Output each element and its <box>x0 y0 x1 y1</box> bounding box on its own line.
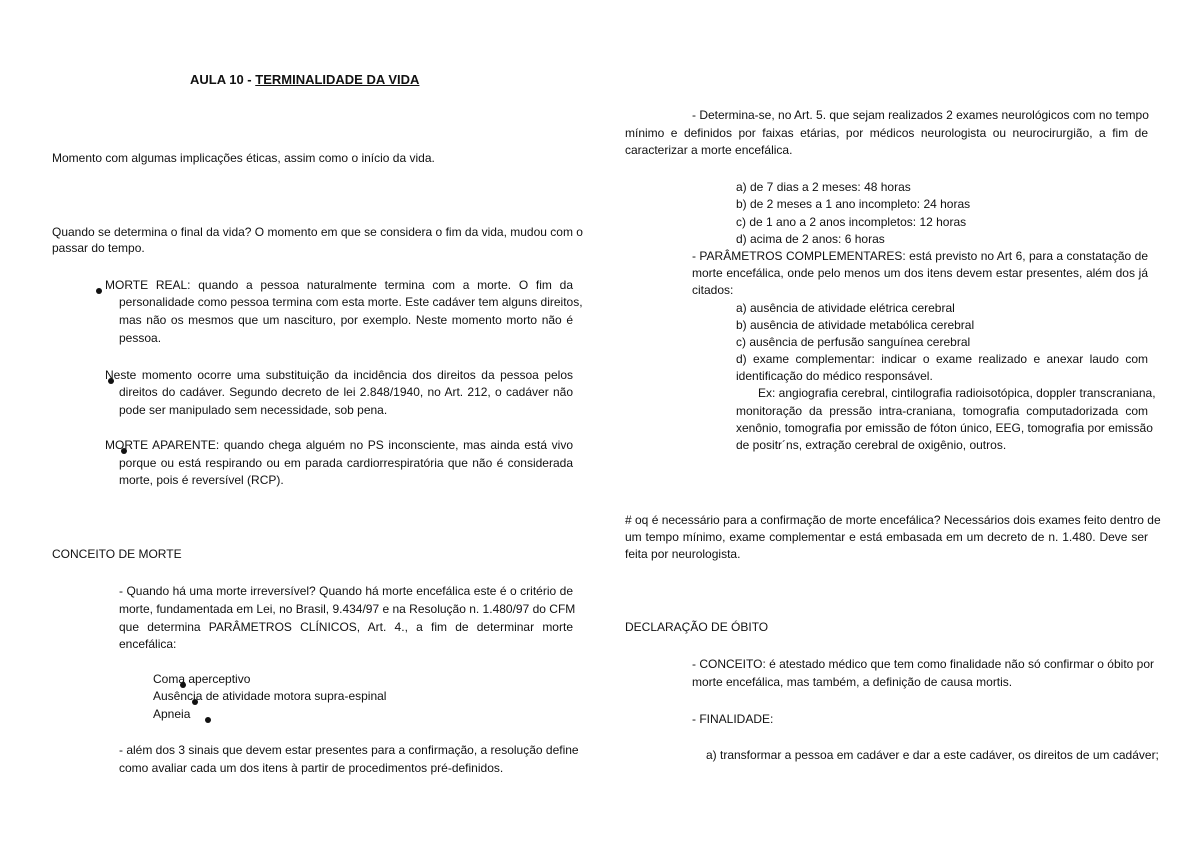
item-d-line-1: d) exame complementar: indicar o exame realizado e anexar laudo com <box>736 352 1148 366</box>
faixa-item: c) de 1 ano a 2 anos incompletos: 12 horas <box>736 215 967 229</box>
title-prefix: AULA 10 - <box>190 72 256 87</box>
morte-real-line-1: MORTE REAL: quando a pessoa naturalmente termina com a morte. O fim da <box>105 278 573 292</box>
ex-line-1: Ex: angiografia cerebral, cintilografia radioisotópica, doppler transcraniana, <box>758 386 1156 400</box>
morte-real-line-4: pessoa. <box>119 331 162 345</box>
faixa-item: a) de 7 dias a 2 meses: 48 horas <box>736 180 911 194</box>
ex-line-3: xenônio, tomografia por emissão de fóton único, EEG, tomografia por emissão <box>736 421 1153 435</box>
parametro-item: b) ausência de atividade metabólica cerebral <box>736 318 975 332</box>
question-line-2: passar do tempo. <box>52 241 145 255</box>
faixa-item: d) acima de 2 anos: 6 horas <box>736 232 885 246</box>
parametros-line-1: - PARÂMETROS COMPLEMENTARES: está previsto no Art 6, para a constatação de <box>692 249 1148 263</box>
determina-line-2: mínimo e definidos por faixas etárias, por médicos neurologista ou neurocirurgião, a fim de <box>625 126 1148 140</box>
bullet-dot <box>96 288 102 294</box>
conceito-line-4: encefálica: <box>119 637 177 651</box>
title-main: TERMINALIDADE DA VIDA <box>255 72 420 87</box>
oq-line-3: feita por neurologista. <box>625 547 741 561</box>
determina-line-1: - Determina-se, no Art. 5. que sejam realizados 2 exames neurológicos com no tempo <box>692 108 1149 122</box>
item-d-line-2: identificação do médico responsável. <box>736 369 933 383</box>
ex-line-4: de positr´ns, extração cerebral de oxigênio, outros. <box>736 438 1007 452</box>
conceito-heading: CONCEITO DE MORTE <box>52 547 182 561</box>
morte-aparente-line-3: morte, pois é reversível (RCP). <box>119 473 284 487</box>
substituicao-line-3: pode ser manipulado sem necessidade, sob pena. <box>119 403 388 417</box>
substituicao-line-1: Neste momento ocorre uma substituição da incidência dos direitos da pessoa pelos <box>105 368 573 382</box>
conceito-do-line-2: morte encefálica, mas também, a definição de causa mortis. <box>692 675 1013 689</box>
sinal-item: Apneia <box>153 707 191 721</box>
parametros-line-2: morte encefálica, onde pelo menos um dos itens devem estar presentes, além dos já <box>692 266 1148 280</box>
morte-aparente-line-2: porque ou está respirando ou em parada cardiorrespiratória que não é considerada <box>119 456 573 470</box>
conceito-line-2: morte, fundamentada em Lei, no Brasil, 9.434/97 e na Resolução n. 1.480/97 do CFM <box>119 602 576 616</box>
oq-line-2: um tempo mínimo, exame complementar e está embasada em um decreto de n. 1.480. Deve ser <box>625 530 1148 544</box>
alem-line-2: como avaliar cada um dos itens à partir de procedimentos pré-definidos. <box>119 761 504 775</box>
sinal-item: Ausência de atividade motora supra-espinal <box>153 689 387 703</box>
oq-line-1: # oq é necessário para a confirmação de morte encefálica? Necessários dois exames feito dentro de <box>625 513 1161 527</box>
faixa-item: b) de 2 meses a 1 ano incompleto: 24 horas <box>736 197 971 211</box>
substituicao-line-2: direitos do cadáver. Segundo decreto de lei 2.848/1940, no Art. 212, o cadáver não <box>119 385 573 399</box>
finalidade-a: a) transformar a pessoa em cadáver e dar a este cadáver, os direitos de um cadáver; <box>706 748 1159 762</box>
determina-line-3: caracterizar a morte encefálica. <box>625 143 793 157</box>
parametros-line-3: citados: <box>692 283 734 297</box>
declaracao-heading: DECLARAÇÃO DE ÓBITO <box>625 620 769 634</box>
conceito-line-1: - Quando há uma morte irreversível? Quando há morte encefálica este é o critério de <box>119 584 573 598</box>
bullet-dot <box>205 717 211 723</box>
ex-line-2: monitoração da pressão intra-craniana, tomografia computadorizada com <box>736 404 1148 418</box>
morte-aparente-line-1: MORTE APARENTE: quando chega alguém no PS inconsciente, mas ainda está vivo <box>105 438 573 452</box>
conceito-line-3: que determina PARÂMETROS CLÍNICOS, Art. 4., a fim de determinar morte <box>119 620 573 634</box>
alem-line-1: - além dos 3 sinais que devem estar presentes para a confirmação, a resolução define <box>119 743 579 757</box>
question-line-1: Quando se determina o final da vida? O momento em que se considera o fim da vida, mudou com o <box>52 225 583 239</box>
morte-real-line-2: personalidade como pessoa termina com esta morte. Este cadáver tem alguns direitos, <box>119 295 583 309</box>
conceito-do-line-1: - CONCEITO: é atestado médico que tem como finalidade não só confirmar o óbito por <box>692 657 1155 671</box>
intro-text: Momento com algumas implicações éticas, assim como o início da vida. <box>52 151 435 165</box>
sinal-item: Coma aperceptivo <box>153 672 251 686</box>
parametro-item: a) ausência de atividade elétrica cerebral <box>736 301 955 315</box>
page-title <box>190 72 419 88</box>
finalidade-label: - FINALIDADE: <box>692 712 774 726</box>
morte-real-line-3: mas não os mesmos que um nascituro, por exemplo. Neste momento morto não é <box>119 313 573 327</box>
parametro-item: c) ausência de perfusão sanguínea cerebral <box>736 335 971 349</box>
